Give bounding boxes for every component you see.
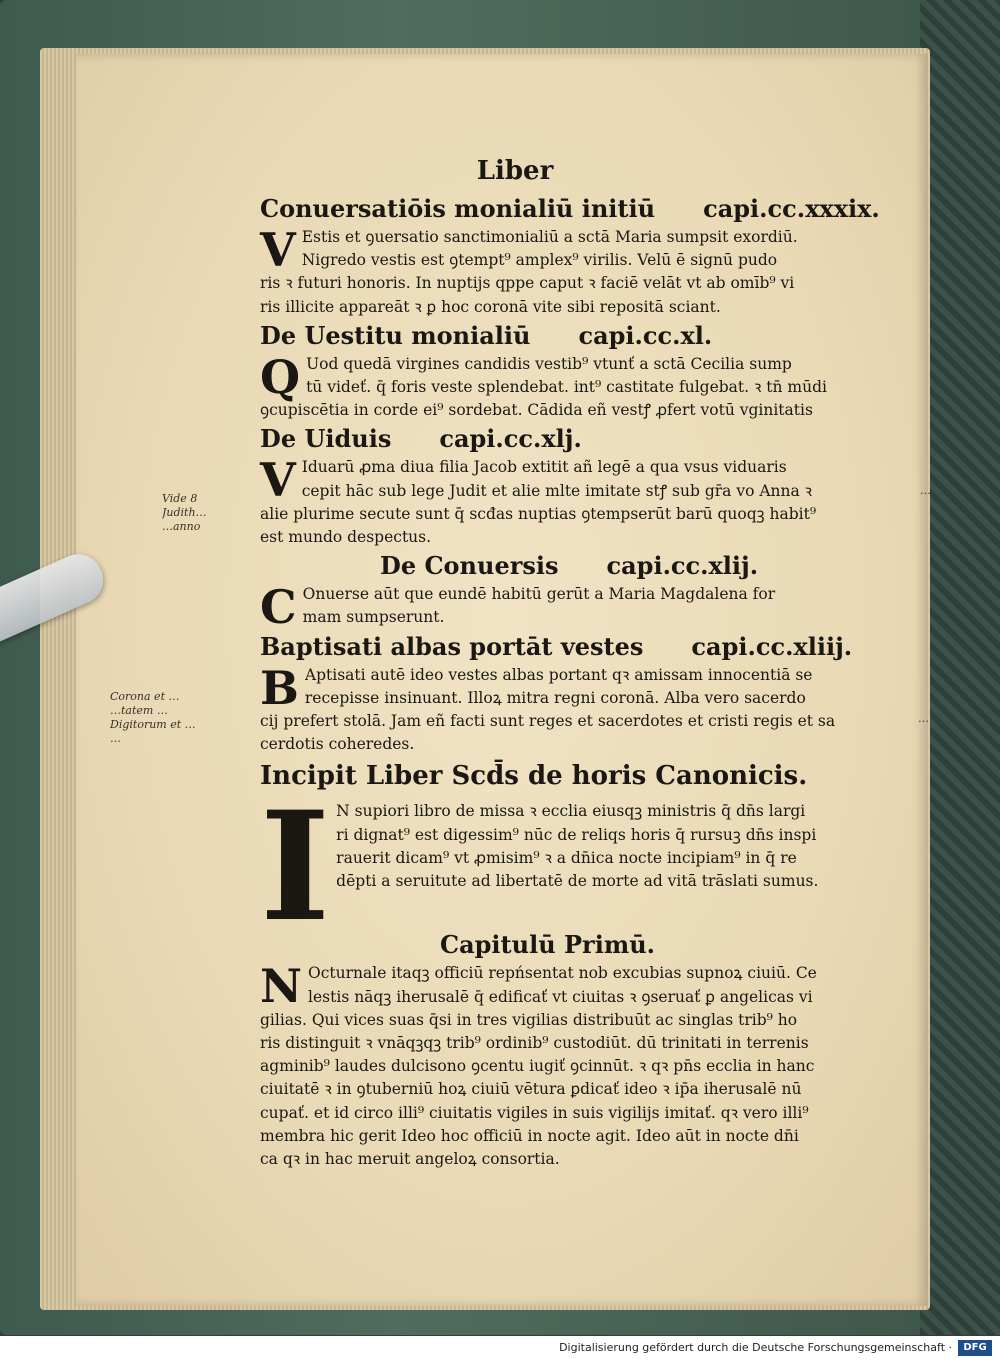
text-line: ris distinguit ꝛ vnāqꝫqꝫ trib⁹ ordinib⁹ custodiūt. dū trinitati in terrenis [260, 1034, 809, 1053]
text-line: agminib⁹ laudes dulcisono ꝯcentu iugiť ꝯcinnūt. ꝛ qꝛ pn̄s ecclia in hanc [260, 1057, 815, 1076]
chapter-number: capi.cc.xxxix. [703, 194, 880, 223]
text-line: ciuitatē ꝛ in ꝯtuberniū hoꝝ ciuiū vētura ꝑdicať ideo ꝛ ip̄a iherusalē nū [260, 1080, 802, 1099]
section-heading [260, 192, 910, 226]
text-line: ca qꝛ in hac meruit angeloꝝ consortia. [260, 1150, 560, 1169]
text-line: Uod quedā virgines candidis vestib⁹ vtunť a sctā Cecilia sump [306, 354, 792, 373]
marginal-note-left-1: Vide 8 Judith… …anno [162, 492, 207, 533]
section-title: Baptisati albas portāt vestes [260, 631, 644, 661]
section-title: De Uestitu monialiū [260, 320, 531, 350]
text-line: recepisse insinuant. Illoꝝ mitra regni coronā. Alba vero sacerdo [304, 688, 806, 707]
marginal-note-left-2: Corona et … …tatem … Digitorum et … … [110, 690, 196, 745]
text-line: mam sumpserunt. [302, 608, 445, 627]
capitulum-paragraph [260, 959, 910, 1171]
text-line: Octurnale itaqꝫ officiū repńsentat nob excubias supnoꝝ ciuiū. Ce [308, 964, 817, 983]
drop-initial: Q [260, 349, 301, 404]
section-paragraph [260, 223, 910, 319]
text-line: rauerit dicam⁹ vt ꝓmisim⁹ ꝛ a dn̄ica nocte incipiam⁹ in q̄ re [336, 848, 797, 867]
text-line: alie plurime secute sunt q̄ scđas nuptias ꝯtempserūt barū quoqꝫ habit⁹ [260, 504, 817, 523]
text-line: ris illicite appareāt ꝛ ꝑ hoc coronā vite sibi repositā sciant. [260, 297, 721, 316]
drop-initial: C [260, 580, 297, 635]
text-line: cepit hāc sub lege Judit et alie mlte imitate stꝭ sub gr̄a vo Anna ꝛ [301, 481, 813, 500]
section-paragraph [260, 660, 910, 757]
chapter-number: capi.cc.xlij. [606, 551, 759, 581]
running-head: Liber [476, 156, 554, 186]
capitulum-heading: Capitulū Primū. [440, 930, 656, 960]
text-line: gilias. Qui vices suas q̄si in tres vigilias distribuūt ac singlas trib⁹ ho [260, 1010, 798, 1029]
page-text [260, 150, 910, 1171]
section-title: De Uiduis [260, 424, 392, 454]
drop-initial: B [260, 660, 299, 715]
text-line: cerdotis coheredes. [260, 735, 415, 754]
text-line: tū videť. q̄ foris veste splendebat. int⁹ castitate fulgebat. ꝛ tn̄ mūdi [306, 378, 827, 397]
section-heading [260, 630, 910, 664]
marginal-note-right-2: … [918, 712, 929, 725]
funding-credit: Digitalisierung gefördert durch die Deutsche Forschungsgemeinschaft · [559, 1341, 952, 1354]
drop-initial: N [260, 959, 303, 1014]
section-heading [260, 319, 910, 353]
drop-initial: V [260, 223, 296, 277]
text-line: Iduarū ꝓma diua filia Jacob extitit añ legē a qua vsus viduaris [301, 458, 787, 477]
text-line: Onuerse aūt que eundē habitū gerūt a Maria Magdalena for [302, 585, 776, 604]
section-paragraph [260, 349, 910, 423]
text-line: ꝯcupiscētia in corde ei⁹ sordebat. Cādida eñ vestꝭ ꝓfert votū vginitatis [260, 401, 813, 420]
text-line: membra hic gerit Ideo hoc officiū in nocte agit. Ideo aūt in nocte dn̄i [260, 1126, 799, 1145]
text-line: Aptisati autē ideo vestes albas portant qꝛ amissam innocentiā se [304, 665, 813, 684]
chapter-number: capi.cc.xliij. [691, 631, 853, 661]
marginal-note-right-1: … [920, 484, 931, 497]
section-paragraph [260, 580, 910, 635]
dfg-logo-icon: DFG [958, 1340, 992, 1356]
chapter-number: capi.cc.xlj. [439, 424, 582, 454]
text-line: cij prefert stolā. Jam eñ facti sunt reges et sacerdotes et cristi regis et sa [260, 712, 836, 731]
text-line: N supiori libro de missa ꝛ ecclia eiusqꝫ ministris q̄ dn̄s largi [336, 802, 806, 821]
section-title: De Conuersis [380, 551, 559, 581]
text-line: Nigredo vestis est ꝯtempt⁹ amplex⁹ virilis. Velū ē signū pudo [301, 251, 778, 270]
text-line: ris ꝛ futuri honoris. In nuptijs qppe caput ꝛ faciē velāt vt ab omīb⁹ vi [260, 274, 795, 293]
large-drop-initial: I [260, 779, 331, 956]
text-line: ri dignat⁹ est digessim⁹ nūc de reliqs horis q̄ rursuꝫ dn̄s inspi [336, 825, 817, 844]
chapter-number: capi.cc.xl. [578, 320, 713, 350]
book-edge-textile [920, 0, 1000, 1335]
text-line: dēpti a seruitute ad libertatē de morte ad vitā trāslati sumus. [336, 872, 819, 891]
text-line: lestis nāqꝫ iherusalē q̄ edificať vt ciuitas ꝛ ꝯseruať ꝑ angelicas vi [308, 987, 813, 1006]
drop-initial: V [260, 453, 296, 508]
text-line: cupať. et id circo illi⁹ ciuitatis vigiles in suis vigilijs imitať. qꝛ vero illi⁹ [260, 1103, 809, 1122]
section-title: Conuersatiōis monialiū initiū [260, 194, 656, 223]
incipit-heading: Incipit Liber Scd̄s de horis Canonicis. [260, 761, 808, 792]
funding-footer [0, 1336, 1000, 1361]
text-line: Estis et ꝯuersatio sanctimonialiū a sctā Maria sumpsit exordiū. [301, 228, 798, 246]
section-heading [260, 422, 910, 456]
text-line: est mundo despectus. [260, 528, 432, 547]
section-heading [260, 549, 910, 583]
section-paragraph [260, 453, 910, 549]
